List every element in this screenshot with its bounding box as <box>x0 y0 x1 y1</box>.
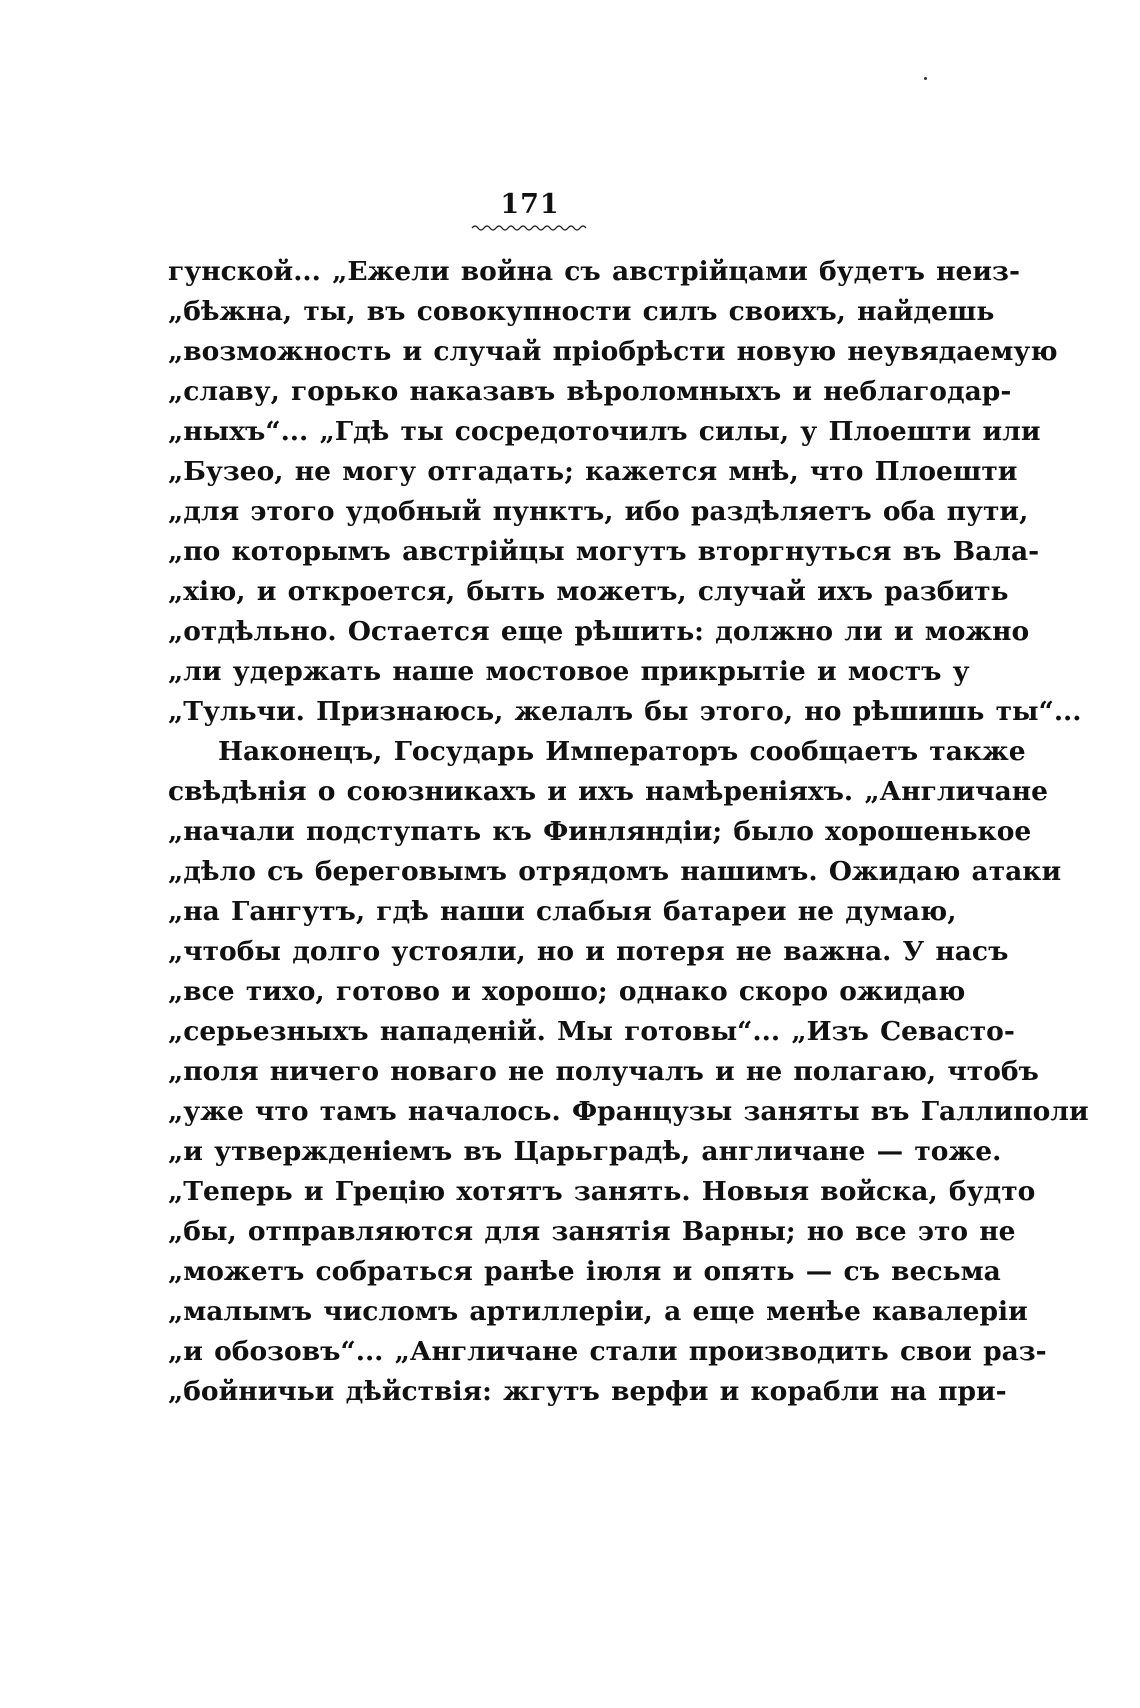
text-line: „хію, и откроется, быть можетъ, случай ихъ разбить <box>168 576 1009 607</box>
text-line: гунской... „Ежели война съ австрійцами будетъ неиз- <box>168 256 1020 287</box>
text-line: „Тульчи. Признаюсь, желалъ бы этого, но рѣшишь ты“... <box>168 696 1082 727</box>
body-text <box>168 252 1089 1412</box>
text-line: „славу, горько наказавъ вѣроломныхъ и неблагодар- <box>168 376 1012 407</box>
paragraph-start-line: Наконецъ, Государь Императоръ сообщаетъ также <box>218 736 1026 767</box>
text-line: „для этого удобный пунктъ, ибо раздѣляетъ оба пути, <box>168 496 1029 527</box>
text-line: „отдѣльно. Остается еще рѣшить: должно ли и можно <box>168 616 1030 647</box>
text-line: „ныхъ“... „Гдѣ ты сосредоточилъ силы, у Плоешти или <box>168 416 1041 447</box>
text-line: „серьезныхъ нападеній. Мы готовы“... „Изъ Севасто- <box>168 1016 1015 1047</box>
text-line: „Теперь и Грецію хотятъ занять. Новыя войска, будто <box>168 1176 1036 1207</box>
text-line: „и обозовъ“... „Англичане стали производить свои раз- <box>168 1336 1047 1367</box>
text-line: „можетъ собраться ранѣе іюля и опять — съ весьма <box>168 1256 1001 1287</box>
text-line: „возможность и случай пріобрѣсти новую неувядаемую <box>168 336 1058 367</box>
text-line: „уже что тамъ началось. Французы заняты въ Галлиполи <box>168 1096 1089 1127</box>
text-line: „по которымъ австрійцы могутъ вторгнуться въ Вала- <box>168 536 1040 567</box>
text-line: „Бузео, не могу отгадать; кажется мнѣ, что Плоешти <box>168 456 1018 487</box>
wavy-rule-ornament <box>470 222 590 232</box>
text-line: „малымъ числомъ артиллеріи, а еще менѣе кавалеріи <box>168 1296 1028 1327</box>
text-line: „дѣло съ береговымъ отрядомъ нашимъ. Ожидаю атаки <box>168 856 1062 887</box>
text-line: „бы, отправляются для занятія Варны; но все это не <box>168 1216 1016 1247</box>
text-line: свѣдѣнія о союзникахъ и ихъ намѣреніяхъ. „Англичане <box>168 776 1048 807</box>
text-line: „ли удержать наше мостовое прикрытіе и мостъ у <box>168 656 970 687</box>
text-line: „бѣжна, ты, въ совокупности силъ своихъ, найдешь <box>168 296 995 327</box>
print-speck <box>924 77 927 80</box>
page-header <box>470 190 590 232</box>
text-line: „чтобы долго устояли, но и потеря не важна. У насъ <box>168 936 1009 967</box>
text-line: „начали подступать къ Финляндіи; было хорошенькое <box>168 816 1032 847</box>
text-line: „все тихо, готово и хорошо; однако скоро ожидаю <box>168 976 966 1007</box>
page-number: 171 <box>500 189 560 220</box>
text-line: „поля ничего новаго не получалъ и не полагаю, чтобъ <box>168 1056 1039 1087</box>
text-line: „бойничьи дѣйствія: жгутъ верфи и корабли на при- <box>168 1376 1007 1407</box>
text-line: „и утвержденіемъ въ Царьградѣ, англичане — тоже. <box>168 1136 1002 1167</box>
text-line: „на Гангутъ, гдѣ наши слабыя батареи не думаю, <box>168 896 957 927</box>
